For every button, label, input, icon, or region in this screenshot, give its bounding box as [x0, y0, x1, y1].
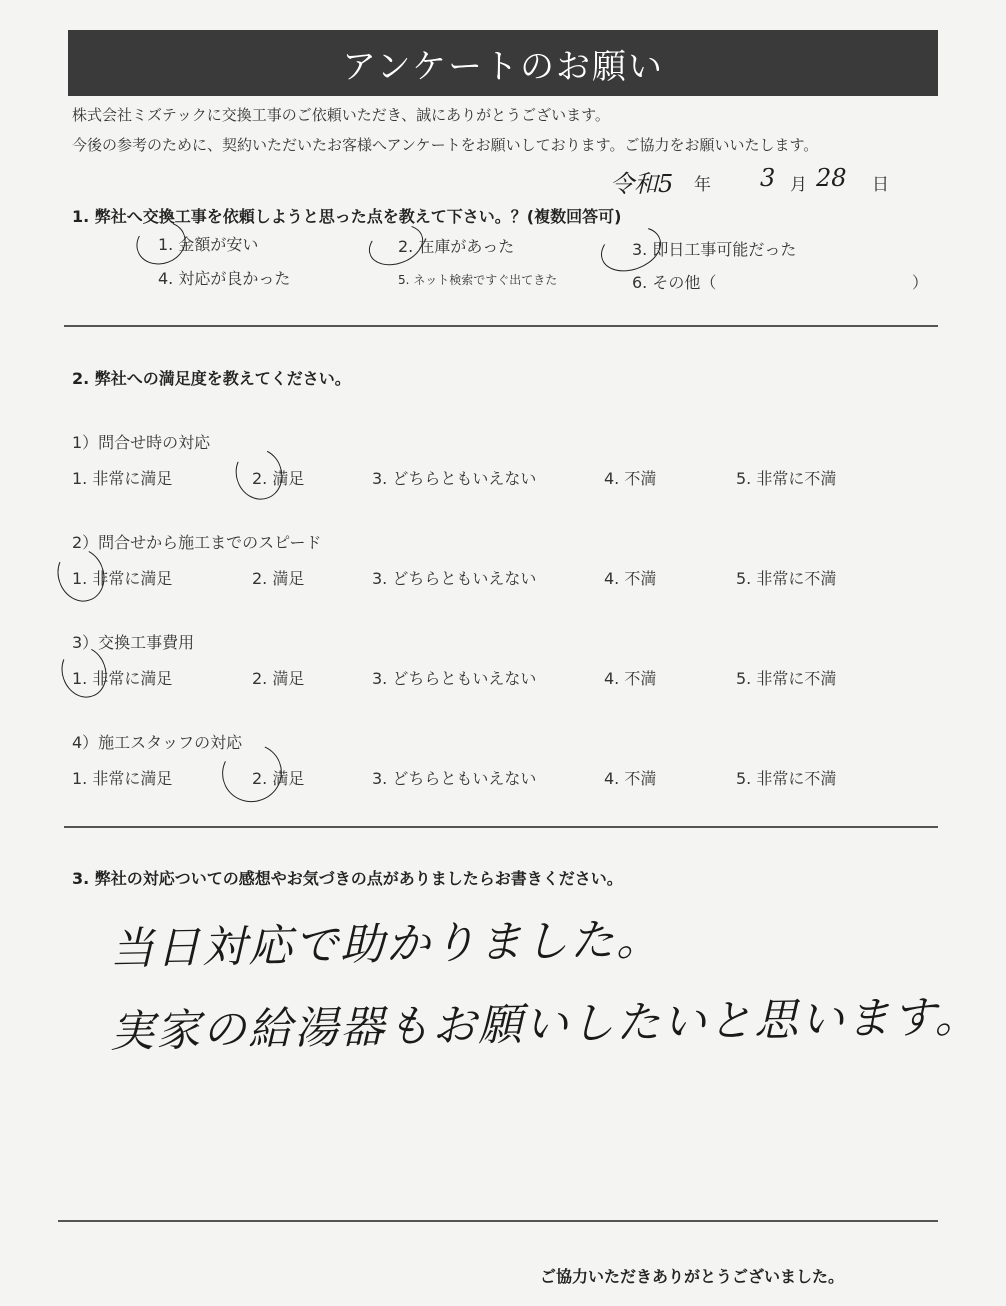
q1-option-5[interactable]: 5. ネット検索ですぐ出てきた [398, 273, 558, 287]
q2-item-3-opt-4[interactable]: 4. 不満 [604, 669, 657, 688]
divider-2 [64, 826, 938, 828]
q2-item-4-opt-3[interactable]: 3. どちらともいえない [372, 769, 537, 788]
q2-item-2-opt-1[interactable]: 1. 非常に満足 [72, 569, 173, 588]
date-day: 28 [816, 164, 847, 192]
q2-item-2-opt-3[interactable]: 3. どちらともいえない [372, 569, 537, 588]
intro-line-2: 今後の参考のために、契約いただいたお客様へアンケートをお願いしております。ご協力をお願いいたします。 [72, 136, 819, 154]
divider-1 [64, 325, 938, 327]
q2-item-2-opt-4[interactable]: 4. 不満 [604, 569, 657, 588]
q3-answer-line-1: 当日対応で助かりました。 [109, 914, 663, 975]
q2-item-3-label: 3）交換工事費用 [72, 633, 195, 652]
date-era: 令和5 [610, 170, 674, 198]
q2-item-3-opt-5[interactable]: 5. 非常に不満 [736, 669, 837, 688]
q2-item-3-opt-3[interactable]: 3. どちらともいえない [372, 669, 537, 688]
date-year-label: 年 [694, 175, 711, 195]
q2-item-4-opt-2[interactable]: 2. 満足 [252, 769, 305, 788]
intro-line-1: 株式会社ミズテックに交換工事のご依頼いただき、誠にありがとうございます。 [72, 106, 610, 124]
divider-3 [58, 1220, 938, 1222]
q1-option-6[interactable]: 6. その他（ [632, 273, 717, 292]
q2-item-1-opt-5[interactable]: 5. 非常に不満 [736, 469, 837, 488]
q3-title: 3. 弊社の対応ついての感想やお気づきの点がありましたらお書きください。 [72, 869, 623, 888]
q2-item-1-opt-4[interactable]: 4. 不満 [604, 469, 657, 488]
q2-title: 2. 弊社への満足度を教えてください。 [72, 369, 351, 388]
q2-item-1-circle [228, 442, 289, 507]
q1-title: 1. 弊社へ交換工事を依頼しようと思った点を教えて下さい。？(複数回答可) [72, 207, 622, 226]
q2-item-4-opt-5[interactable]: 5. 非常に不満 [736, 769, 837, 788]
q2-item-2-opt-2[interactable]: 2. 満足 [252, 569, 305, 588]
q2-item-3-opt-1[interactable]: 1. 非常に満足 [72, 669, 173, 688]
date-day-label: 日 [872, 175, 889, 195]
q2-item-3-opt-2[interactable]: 2. 満足 [252, 669, 305, 688]
q1-option-1[interactable]: 1. 金額が安い [158, 235, 259, 254]
q2-item-2-opt-5[interactable]: 5. 非常に不満 [736, 569, 837, 588]
q2-item-4-opt-1[interactable]: 1. 非常に満足 [72, 769, 173, 788]
footer-thanks: ご協力いただきありがとうございました。 [540, 1267, 845, 1286]
form-title: アンケートのお願い [68, 30, 938, 96]
q2-item-1-opt-2[interactable]: 2. 満足 [252, 469, 305, 488]
q3-answer-line-2: 実家の給湯器もお願いしたいと思います。 [109, 991, 981, 1058]
q2-item-1-label: 1）問合せ時の対応 [72, 433, 211, 452]
date-month: 3 [760, 164, 776, 192]
q1-option-2[interactable]: 2. 在庫があった [398, 237, 515, 256]
q2-item-1-opt-3[interactable]: 3. どちらともいえない [372, 469, 537, 488]
q1-option-4[interactable]: 4. 対応が良かった [158, 269, 291, 288]
q2-item-1-opt-1[interactable]: 1. 非常に満足 [72, 469, 173, 488]
q2-item-2-label: 2）問合せから施工までのスピード [72, 533, 322, 552]
q2-item-4-opt-4[interactable]: 4. 不満 [604, 769, 657, 788]
q2-item-4-label: 4）施工スタッフの対応 [72, 733, 243, 752]
q1-option-6-close: ） [912, 273, 929, 292]
survey-date [610, 166, 890, 196]
date-month-label: 月 [790, 175, 807, 195]
q1-option-3[interactable]: 3. 即日工事可能だった [632, 240, 797, 259]
